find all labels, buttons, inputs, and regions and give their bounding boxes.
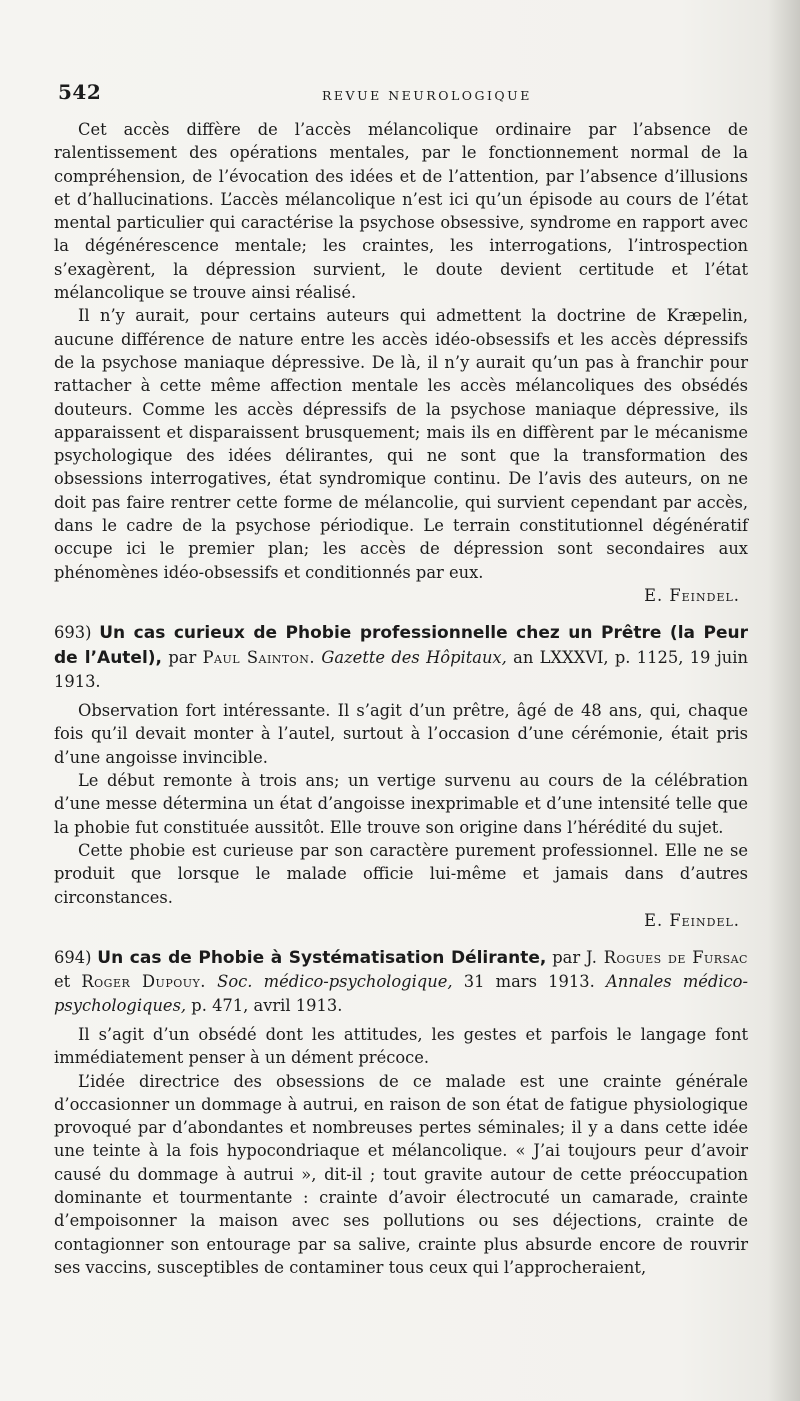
article-694-journal-2: Annales médico-psychologiques, bbox=[54, 972, 748, 1015]
article-694-author-1: J. Rogues de Fursac bbox=[585, 948, 748, 968]
article-694-conj: et bbox=[54, 972, 71, 992]
article-693-by: par bbox=[168, 647, 197, 667]
article-693-signature: E. Feindel. bbox=[644, 910, 740, 930]
article-693-author: Paul Sainton. bbox=[202, 647, 316, 667]
article-693-paragraph-1: Observation fort intéressante. Il s’agit d’un prêtre, âgé de 48 ans, qui, chaque fois qu’il devait monter à l’autel, surtout à l’occasion d’une cérémonie, était pris d’une angoisse invincible. bbox=[54, 701, 748, 767]
page-body bbox=[54, 118, 748, 1279]
page-number: 542 bbox=[58, 80, 102, 104]
article-694-ref-1: 31 mars 1913. bbox=[463, 972, 595, 992]
intro-signature: E. Feindel. bbox=[644, 585, 740, 605]
article-694-heading bbox=[54, 946, 748, 1017]
article-694-number: 694) bbox=[54, 948, 92, 968]
article-693-title: Un cas curieux de Phobie professionnelle chez un Prêtre (la Peur de l’Autel), bbox=[54, 623, 748, 668]
article-693-paragraph-3: Cette phobie est curieuse par son caractère purement professionnel. Elle ne se produit que lorsque le malade officie lui-même et jamais dans d’autres circonstances. bbox=[54, 840, 748, 907]
article-694-author-2: Roger Dupouy. bbox=[81, 972, 206, 992]
article-693-ref: an LXXXVI, p. 1125, 19 juin 1913. bbox=[54, 647, 748, 691]
article-694-title: Un cas de Phobie à Systématisation Délirante, bbox=[97, 948, 547, 969]
intro-paragraph-1: Cet accès diffère de l’accès mélancolique ordinaire par l’absence de ralentissement des opérations mentales, par le fonctionnement normal de la compréhension, de l’évocation des idées et de l’attention, par l’absence d’illusions et d’hallucinations. L’accès mélancolique n’est ici qu’un épisode au cours de l’état mental particulier qui caractérise la psychose obsessive, syndrome en rapport avec la dégénérescence mentale; les craintes, les interrogations, l’introspection s’exagèrent, la dépression survient, le doute devient certitude et l’état mélancolique se trouve ainsi réalisé. bbox=[54, 120, 748, 303]
page-header bbox=[58, 80, 748, 108]
article-693-paragraph-2: Le début remonte à trois ans; un vertige survenu au cours de la célébration d’une messe détermina un état d’angoisse inexprimable et d’une intensité telle que la phobie fut constituée aussitôt. Elle trouve son origine dans l’hérédité du sujet. bbox=[54, 771, 748, 837]
article-694-paragraph-1: Il s’agit d’un obsédé dont les attitudes, les gestes et parfois le langage font immédiatement penser à un dément précoce. bbox=[54, 1024, 748, 1068]
article-694-journal-1: Soc. médico-psychologique, bbox=[217, 972, 453, 992]
article-694-paragraph-2: L’idée directrice des obsessions de ce malade est une crainte générale d’occasionner un dommage à autrui, en raison de son état de fatigue physiologique provoqué par d’abondantes et nombreuses pertes séminales; il y a dans cette idée une teinte à la fois hypocondriaque et mélancolique. « J’ai toujours peur d’avoir causé du dommage à autrui », dit-il ; tout gravite autour de cette préoccupation dominante et tourmentante : crainte d’avoir électrocuté un camarade, crainte d’empoisonner la maison avec ses pollutions ou ses déjections, crainte de contagionner son entourage par sa salive, crainte plus absurde encore de rouvrir ses vaccins, susceptibles de contaminer tous ceux qui l’approcheraient, bbox=[54, 1071, 748, 1277]
intro-paragraph-2: Il n’y aurait, pour certains auteurs qui admettent la doctrine de Kræpelin, aucune différence de nature entre les accès idéo-obsessifs et les accès dépressifs de la psychose maniaque dépressive. De là, il n’y aurait qu’un pas à franchir pour rattacher à cette même affection mentale les accès mélancoliques des obsédés douteurs. Comme les accès dépressifs de la psychose maniaque dépressive, ils apparaissent et disparaissent brusquement; mais ils en diffèrent par le mécanisme psychologique des idées délirantes, qui ne sont que la transformation des obsessions interrogatives, état syndromique continu. De l’avis des auteurs, on ne doit pas faire rentrer cette forme de mélancolie, qui survient cependant par accès, dans le cadre de la psychose périodique. Le terrain constitutionnel dégénératif occupe ici le premier plan; les accès de dépression sont secondaires aux phénomènes idéo-obsessifs et conditionnés par eux. bbox=[54, 306, 748, 582]
article-694-ref-2: p. 471, avril 1913. bbox=[191, 995, 343, 1015]
article-693-number: 693) bbox=[54, 623, 92, 643]
article-693-journal: Gazette des Hôpitaux, bbox=[321, 647, 507, 667]
article-694-by: par bbox=[552, 948, 581, 968]
article-693-heading bbox=[54, 621, 748, 693]
running-title: REVUE NEUROLOGIQUE bbox=[322, 88, 532, 103]
